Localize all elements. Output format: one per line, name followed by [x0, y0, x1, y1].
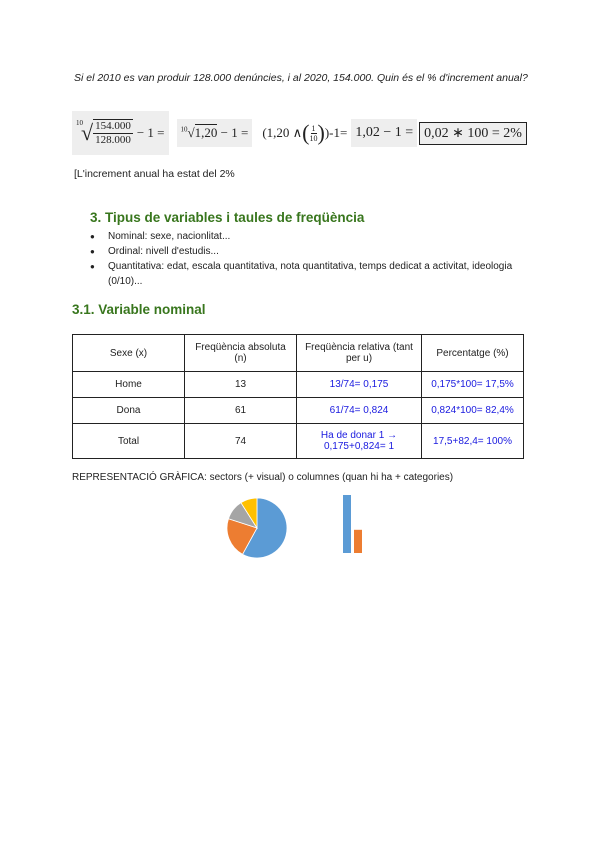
- root-index: 10: [76, 119, 83, 127]
- formula-line: [72, 112, 527, 154]
- table-cell: Ha de donar 1 → 0,175+0,824= 1: [297, 424, 422, 459]
- table-row: [73, 424, 524, 459]
- table-cell: 13/74= 0,175: [297, 372, 422, 398]
- list-item: ● Nominal: sexe, nacionlitat...: [90, 229, 530, 244]
- radical-sign-icon: √: [81, 120, 94, 145]
- numerator: 154.000: [95, 120, 131, 132]
- step2-radicand: 1,20: [194, 125, 218, 140]
- table-cell: 13: [185, 372, 297, 398]
- formula-step4: 1,02 − 1 =: [351, 119, 417, 147]
- section-heading: 3. Tipus de variables i taules de freqüència: [90, 210, 365, 225]
- pie-chart: [226, 497, 288, 559]
- formula-root-fraction: [72, 111, 169, 155]
- step3-denominator: 10: [309, 133, 318, 143]
- list-item: ● Ordinal: nivell d'estudis...: [90, 244, 530, 259]
- formula-minus-one: − 1 =: [136, 125, 165, 140]
- open-paren-icon: (: [302, 120, 310, 145]
- step2-index: 10: [180, 125, 188, 134]
- header-cell: Freqüència relativa (tant per u): [297, 335, 422, 372]
- table-cell: 17,5+82,4= 100%: [422, 424, 524, 459]
- table-cell: 61: [185, 398, 297, 424]
- header-cell: Freqüència absoluta (n): [185, 335, 297, 372]
- result-text: [L'increment anual ha estat del 2%: [74, 168, 235, 180]
- table-cell: Home: [73, 372, 185, 398]
- step3-base: (1,20 ∧: [262, 125, 303, 140]
- formula-result-box: 0,02 ∗ 100 = 2%: [419, 122, 527, 145]
- table-cell: 74: [185, 424, 297, 459]
- subsection-heading: 3.1. Variable nominal: [72, 302, 206, 317]
- table-row: [73, 398, 524, 424]
- fraction: [93, 119, 133, 147]
- denominator: 128.000: [95, 134, 131, 146]
- question-text: Si el 2010 es van produir 128.000 denúncies, i al 2020, 154.000. Quin és el % d'increment anual?: [74, 72, 528, 84]
- table-row: [73, 372, 524, 398]
- frequency-table: [72, 334, 524, 459]
- nth-root: [76, 119, 133, 147]
- table-cell: Dona: [73, 398, 185, 424]
- variable-types-list: [90, 229, 530, 289]
- step3-tail: )-1=: [324, 125, 348, 140]
- column-bar-b: [354, 530, 362, 553]
- table-cell: 0,175*100= 17,5%: [422, 372, 524, 398]
- step2-tail: − 1 =: [220, 125, 249, 140]
- step3-fraction: [310, 124, 318, 143]
- close-paren-icon: ): [317, 120, 325, 145]
- table-header-row: [73, 335, 524, 372]
- table-cell: Total: [73, 424, 185, 459]
- step3-numerator: 1: [311, 123, 316, 133]
- formula-step2: [177, 119, 253, 147]
- graph-caption: REPRESENTACIÓ GRÀFICA: sectors (+ visual) o columnes (quan hi ha + categories): [72, 472, 454, 483]
- column-chart: [337, 493, 371, 555]
- table-cell: 0,824*100= 82,4%: [422, 398, 524, 424]
- formula-step3: [262, 122, 347, 144]
- list-item: ● Quantitativa: edat, escala quantitativa, nota quantitativa, temps dedicat a activitat, ideologia (0/10)...: [90, 259, 530, 289]
- radical-sign-icon: √: [187, 125, 195, 140]
- header-cell: Percentatge (%): [422, 335, 524, 372]
- table-cell: 61/74= 0,824: [297, 398, 422, 424]
- header-cell: Sexe (x): [73, 335, 185, 372]
- column-bar-a: [343, 495, 351, 553]
